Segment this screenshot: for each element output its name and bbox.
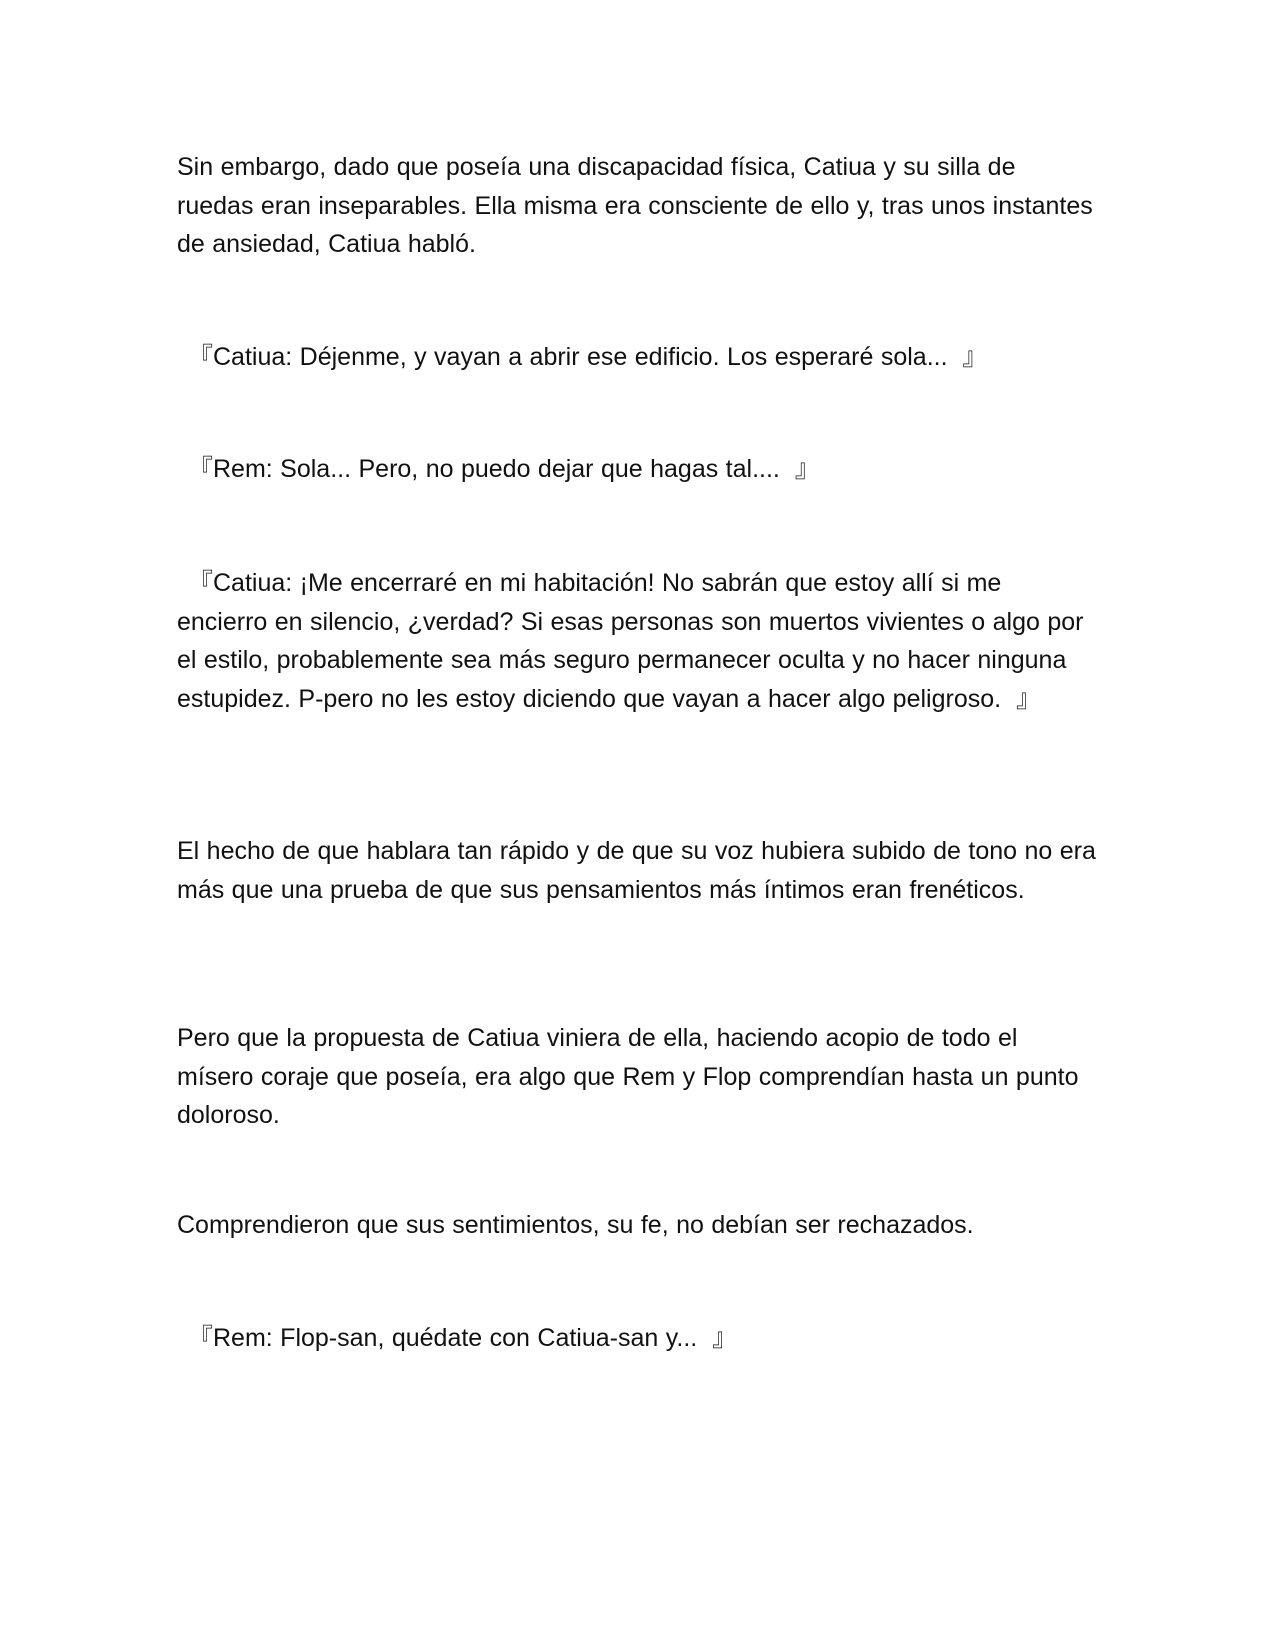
narration-paragraph: Pero que la propuesta de Catiua viniera de ella, haciendo acopio de todo el mísero coraje que poseía, era algo que Rem y Flop comprendían hasta un punto doloroso. [177,1024,1079,1129]
dialogue-line-rem: 『Rem: Sola... Pero, no puedo dejar que hagas tal.... 』 [188,455,820,483]
dialogue-line-catiua: 『Catiua: ¡Me encerraré en mi habitación! No sabrán que estoy allí si me encierro en silencio, ¿verdad? Si esas personas son muertos vivientes o algo por el estilo, probablemente sea más seguro permanecer oculta y no hacer ninguna estupidez. P-pero no les estoy diciendo que vayan a hacer algo peligroso. 』 [177,569,1084,713]
narration-paragraph: El hecho de que hablara tan rápido y de que su voz hubiera subido de tono no era más que una prueba de que sus pensamientos más íntimos eran frenéticos. [177,837,1096,904]
narration-paragraph: Comprendieron que sus sentimientos, su fe, no debían ser rechazados. [177,1211,974,1239]
dialogue-line-rem: 『Rem: Flop-san, quédate con Catiua-san y... 』 [188,1324,738,1352]
narration-paragraph: Sin embargo, dado que poseía una discapacidad física, Catiua y su silla de ruedas eran inseparables. Ella misma era consciente de ello y, tras unos instantes de ansiedad, Catiua habló. [177,153,1093,258]
dialogue-line-catiua: 『Catiua: Déjenme, y vayan a abrir ese edificio. Los esperaré sola... 』 [188,343,988,371]
